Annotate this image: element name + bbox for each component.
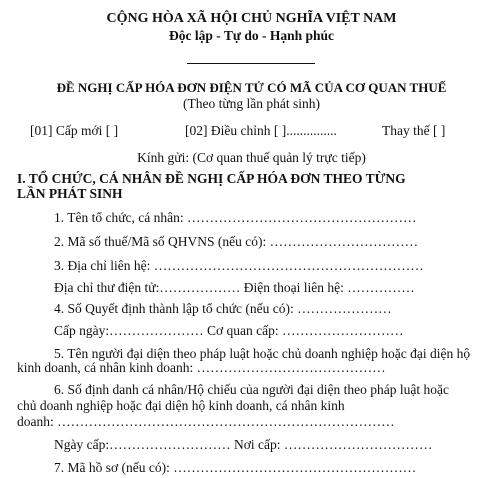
section-1-heading-cont: LẦN PHÁT SINH [17, 186, 123, 201]
field-legal-representative: 5. Tên người đại diện theo pháp luật hoặc chủ doanh nghiệp hoặc đại diện hộ [54, 346, 471, 361]
field-establishment-decision: 4. Số Quyết định thành lập tổ chức (nếu có): ………………… [54, 301, 392, 316]
field-org-name: 1. Tên tổ chức, cá nhân: …………………………………………… [54, 210, 417, 225]
field-personal-id-cont: chủ doanh nghiệp hoặc đại diện hộ kinh doanh, cá nhân kinh [17, 398, 345, 413]
field-legal-representative-cont: kinh doanh, cá nhân kinh doanh: …………………………………… [17, 360, 386, 375]
field-personal-id: 6. Số định danh cá nhân/Hộ chiếu của người đại diện theo pháp luật hoặc [54, 382, 449, 397]
form-title: ĐỀ NGHỊ CẤP HÓA ĐƠN ĐIỆN TỬ CÓ MÃ CỦA CƠ QUAN THUẾ [56, 80, 447, 95]
recipient-line: Kính gửi: (Cơ quan thuế quản lý trực tiếp) [137, 150, 366, 165]
field-issue-date-authority: Cấp ngày:………………… Cơ quan cấp: ……………………… [54, 323, 404, 338]
field-dossier-code: 7. Mã hồ sơ (nếu có): ……………………………………………… [54, 460, 417, 475]
section-1-heading: I. TỔ CHỨC, CÁ NHÂN ĐỀ NGHỊ CẤP HÓA ĐƠN THEO TỪNG [17, 171, 406, 186]
field-email-phone: Địa chỉ thư điện tử:……………… Điện thoại liên hệ: …………… [54, 280, 415, 295]
nation-name: CỘNG HÒA XÃ HỘI CHỦ NGHĨA VIỆT NAM [106, 11, 397, 26]
field-contact-address: 3. Địa chỉ liên hệ: …………………………………………………… [54, 258, 424, 273]
field-personal-id-cont2: doanh: ………………………………………………………………… [17, 414, 395, 429]
form-subtitle: (Theo từng lần phát sinh) [182, 96, 321, 111]
motto-underline [187, 63, 315, 64]
field-id-issue-date-place: Ngày cấp:……………………… Nơi cấp: …………………………… [54, 437, 433, 452]
option-adjust: [02] Điều chỉnh [ ]............... [185, 123, 337, 138]
field-tax-code: 2. Mã số thuế/Mã số QHVNS (nếu có): …………………………… [54, 234, 419, 249]
option-replace: Thay thế [ ] [382, 123, 446, 138]
option-new: [01] Cấp mới [ ] [30, 123, 119, 138]
national-motto: Độc lập - Tự do - Hạnh phúc [168, 28, 335, 43]
